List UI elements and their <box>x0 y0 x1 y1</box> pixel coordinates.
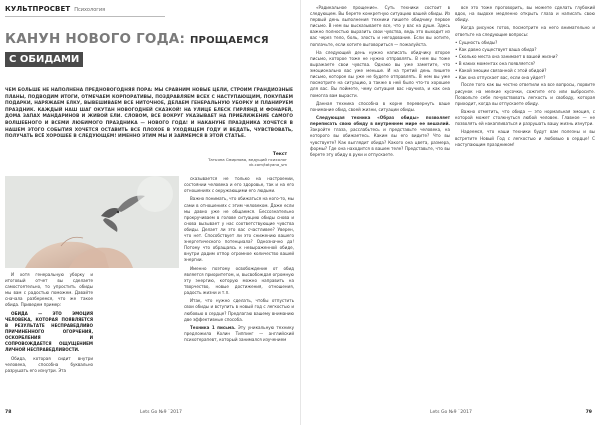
list-item: • Какой эмоции связанной с этой обидой? <box>455 68 595 74</box>
paragraph: На следующий день нужно написать обидчику второе письмо, которое тоже не нужно отправлять. В нем вы тоже выражаете свои чувства. Однако вы уже заметите, что эмоционально вас уже меньше. И на третий день пишете письмо, которое вы уже не будете отправлять. В нем вы уже посмотрите на ситуацию, а также в ней было что-то хорошее для вас. Вы поймете, чему ситуация вас научила, и как она помогла вам вырасти. <box>310 49 450 98</box>
hands-bird-illustration <box>5 176 179 268</box>
credit-label: Текст <box>272 152 287 157</box>
paragraph: Именно поэтому освобождение от обид является приоритетом, и, высвобождая огромную эту энергию, которую можно направить на творчество, новые достижения, отношения, радость жизни и т.п. <box>184 265 294 296</box>
paragraph: сказывается не только на настроении, состоянии человека и его здоровье, так и на его отношениях с окружающими его людьми. <box>184 176 294 194</box>
list-item: • Сущность обиды? <box>455 40 595 46</box>
paragraph: «Радикальное прощение». Суть техники состоит в следующем. Вы берете конкретную ситуацию вашей обиды. Из первый день выполнения техники пишете обидчику первое письмо. В нем вы высказываете все, что у вас на душе. Здесь важно полностью выразить свои чувства, ведь это выходит из вас через тело, боль, злость и негодование. Если вы хотите, поплачьте, если хотите выговориться — пожалуйста. <box>310 5 450 47</box>
paragraph: Техника 1 письма. Эту уникальную технику предложила Колин Типпинг — английский психотерапевт, который занимался изучением <box>184 324 294 343</box>
list-item: • Как давно существует ваша обида? <box>455 47 595 53</box>
list-item: • Сколько места она занимает в вашей жизни? <box>455 54 595 60</box>
paragraph: Когда рисунок готов, посмотрите на него внимательно и ответьте на следующие вопросы: <box>455 25 595 37</box>
paragraph: Следующая техника «Образ обиды» позволяет переписать свою обиду в внутреннем мире ее вешалий. Закройте глаза, расслабьтесь и представьте человека, на которого вы обижаетесь. Каким вы его видите? Что вы чувствуете? Как выглядит обида? Какого она цвета, размера, формы? Где она находится в вашем теле? Представьте, что вы берете эту обиду в руки и отпускаете. <box>310 115 450 157</box>
paragraph: Данная техника способна в корне перевернуть ваше понимание обид, своей жизни, ситуации обиды. <box>310 100 450 112</box>
page-number-right: 79 <box>585 410 592 415</box>
list-item: • Как она отпускает вас, если она уйдет? <box>455 75 595 81</box>
question-list <box>455 40 595 82</box>
article-photo <box>5 176 179 268</box>
title-main: КАНУН НОВОГО ГОДА: <box>5 31 186 47</box>
paragraph: Важно понимать, что обижаться на кого-то, мы сами в отношениях с этим человеком. Даже если мы давно уже не общаемся. Бессознательно прокручиваем в голове ситуацию обиды снова и снова вызывает у нас соответствующие чувства обиды. Делает ли это вас счастливее? Уверен, что нет. Способствует ли это снижению вашего энергетического потенциала? Однозначно да! Потому что обращаясь к невыраженной обиде, внутри дадим отпор огромное количество вашей энергии. <box>184 196 294 263</box>
title-band: С ОБИДАМИ <box>5 52 83 67</box>
technique-heading: Следующая техника «Образ обиды» позволяет переписать свою обиду в внутреннем мире ее вешалий. <box>310 115 450 127</box>
section-subtitle: Психология <box>74 7 106 13</box>
title-accent: ПРОЩАЕМСЯ <box>189 35 269 46</box>
article-lede: ЧЕМ БОЛЬШЕ НЕ НАПОЛНЕНА ПРЕДНОВОГОДНЯЯ ПОРА: МЫ СРАВНИМ НОВЫЕ ЦЕЛИ, СТРОИМ ГРАНДИОЗНЫЕ ПЛАНЫ, ПОДВОДИМ ИТОГИ, ОТМЕЧАЕМ КОРПОРАТИВЫ, ПОЗДРАВЛЯЕМ ВСЕХ С НАСТУПАЮЩИМ, ПОКУПАЕМ ПОДАРКИ, НАРЯЖАЕМ ЕЛКУ, ВЫВЕШИВАЕМ ВСЕ НИТОЧНОЕ, ДЕЛАЕМ ГЕНЕРАЛЬНУЮ УБОРКУ И ПЛАНИРУЕМ ПРАЗДНИК. КАЖДЫЙ НАШ ШАГ ОКУТАН НОВОГОДНЕЙ СКАЗКОЙ! НА УЛИЦЕ БЛЕСК ГИРЛЯНД И ФОНАРЕЙ, ДОМА ЗАПАХ МАНДАРИНОВ И ЖИВОЙ ЕЛИ. СЛОВОМ, ВСЕ ВОКРУГ УКАЗЫВАЕТ НА ПРИБЛИЖЕНИЕ САМОГО ВОЛШЕБНОГО И ВСЕМИ ЛЮБИМОГО ПРАЗДНИКА — НОВОГО ГОДА! И НАКАНУНЕ ПРАЗДНИКА ХОЧЕТСЯ В НАШЕМ ЭТОГО СОБЫТИЯ ХОЧЕТСЯ ОСТАВИТЬ ВСЕ ПЛОХОЕ В УХОДЯЩЕМ ГОДУ И ВЕДАТЬ, ЧУВСТВОВАТЬ, ПОЛУЧАТЬ ВСЁ ХОРОШЕЕ В СЛЕДУЮЩЕМ! ИМЕННО ЭТИМ МЫ И ЗАЙМЕМСЯ В ЭТОЙ СТАТЬЕ. <box>5 88 293 140</box>
credit-author: Татьяна Смирнова, ведущий психолог <box>208 157 287 162</box>
section-title: КУЛЬТПРОСВЕТ <box>5 5 71 13</box>
section-header <box>5 5 105 15</box>
page-number-left: 78 <box>5 410 12 415</box>
article-title <box>5 28 305 67</box>
paragraph: Надеемся, что наши техники будут вам полезны и вы встретите Новый Год с легкостью и любовью в сердце! С наступающим праздником! <box>455 129 595 147</box>
paragraph: Важно отметить, что обида — это нормальная эмоция, с которой может столкнуться любой человек. Главное — не позволять ей накапливаться и разрушать вашу жизнь изнутри. <box>455 108 595 127</box>
column-right-1 <box>310 5 450 160</box>
technique-heading: Техника 1 письма. <box>190 324 236 330</box>
definition-paragraph: ОБИДА — ЭТО ЭМОЦИЯ ЧЕЛОВЕКА, КОТОРАЯ ПОЯВЛЯЕТСЯ В РЕЗУЛЬТАТЕ НЕСПРАВЕДЛИВО ПРИЧИНЕННОГО ОГОРЧЕНИЯ, ОСКОРБЛЕНИЯ И СОПРОВОЖДАЕТСЯ ОЩУЩЕНИЕМ ЛИЧНОЙ НЕСПРАВЕДЛИВОСТИ. <box>5 310 93 353</box>
paragraph: После того как вы честно ответили на все вопросы, порвите рисунок на мелкие кусочки, сожгите его или выбросите. Позвольте себе почувствовать легкость и свободу, которая приходит, когда вы отпускаете обиду. <box>455 82 595 106</box>
paragraph: Итак, что нужно сделать, чтобы отпустить свои обиды и вступить в новый год с легкостью и любовью в сердце? Предлагаю вашему вниманию две эффективные способа. <box>184 298 294 322</box>
column-left-bottom <box>5 272 93 376</box>
list-item: • В каких моментах она появляется? <box>455 61 595 67</box>
author-credit <box>208 151 287 167</box>
magazine-name-left: Lets Go №9 `2017 <box>140 410 182 415</box>
column-right-2 <box>455 5 595 150</box>
magazine-name-right: Lets Go №9 `2017 <box>430 410 472 415</box>
credit-handle: vk.com/tatyana_sm <box>248 162 287 167</box>
paragraph: Обида, которая сидит внутри человека, способна буквально разрушать его изнутри. Эта <box>5 355 93 373</box>
paragraph: все это тоже проговорить, вы можете сделать глубокий вдох, на выдохе медленно открыть глаза и написать свою обиду. <box>455 5 595 23</box>
column-left-right <box>184 176 294 345</box>
paragraph: И хотя генеральную уборку и итоговый отчет вы сделаете самостоятельно, то упростить обиды мы вам с радостью поможем. Давайте сначала разберемся, что же такое обида. Приведем пример: <box>5 272 93 308</box>
header-rule <box>5 16 165 17</box>
